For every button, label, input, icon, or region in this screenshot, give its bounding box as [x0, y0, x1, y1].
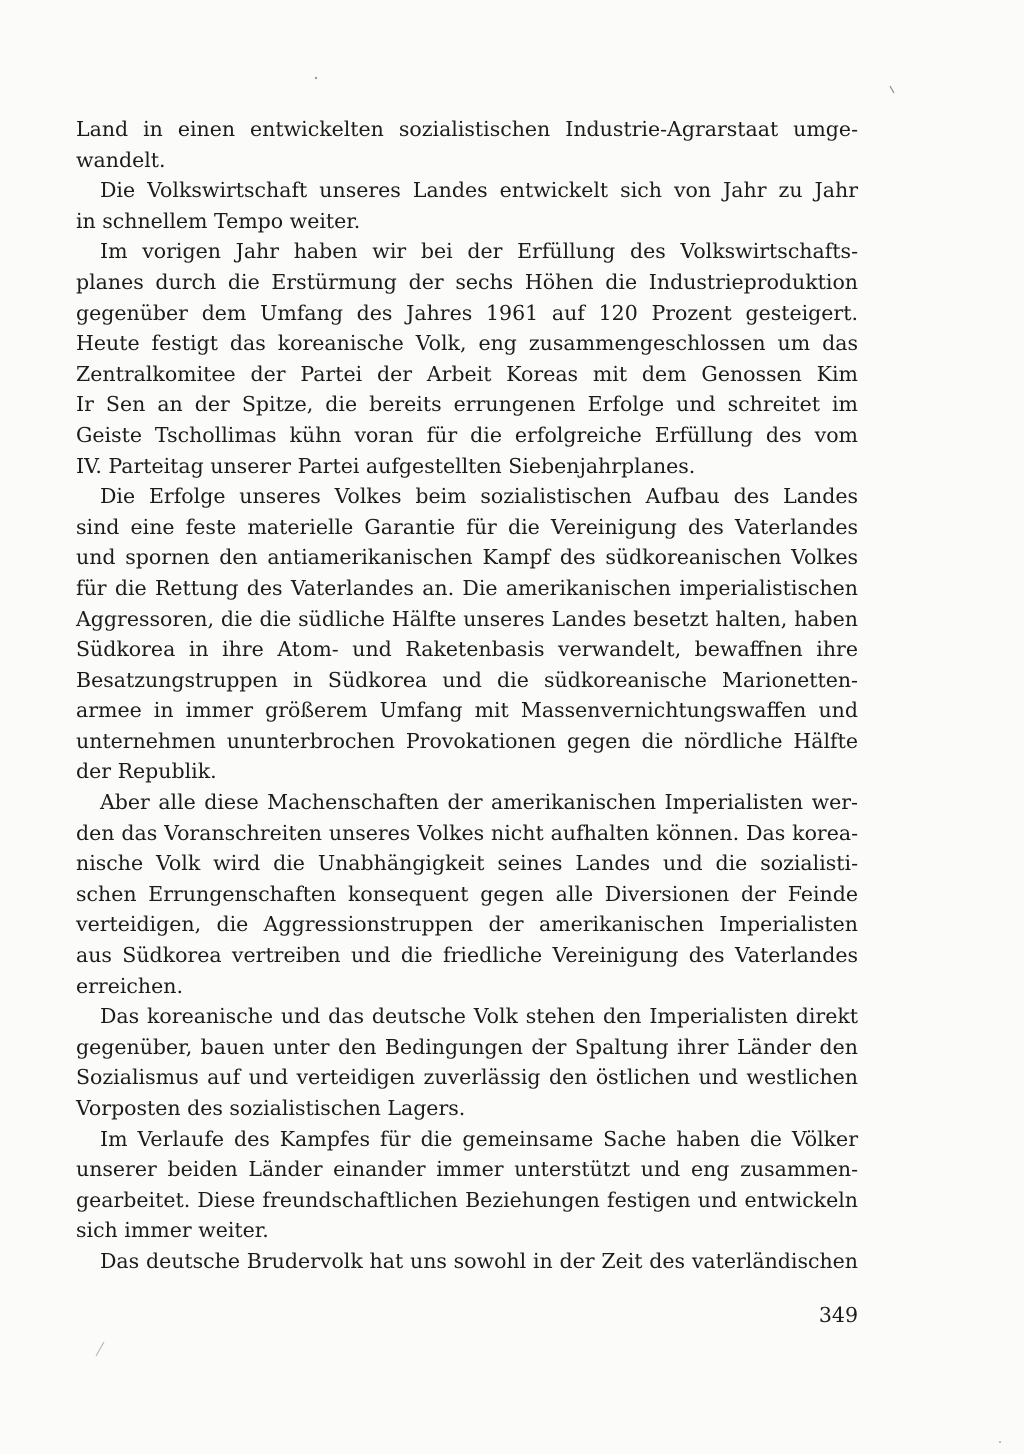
- text-line: gearbeitet. Diese freundschaftlichen Beziehungen festigen und entwickeln: [76, 1187, 858, 1212]
- text-line: Im vorigen Jahr haben wir bei der Erfüllung des Volkswirtschafts-: [100, 239, 858, 264]
- paragraph: [76, 787, 858, 1001]
- text-line: wandelt.: [76, 147, 166, 172]
- paper-scratch: [96, 1342, 104, 1356]
- text-line: Südkorea in ihre Atom- und Raketenbasis verwandelt, bewaffnen ihre: [76, 637, 858, 662]
- text-line: erreichen.: [76, 973, 183, 998]
- text-line: Geiste Tschollimas kühn voran für die erfolgreiche Erfüllung des vom: [76, 422, 858, 447]
- paper-speck: [999, 1441, 1001, 1443]
- text-line: Aber alle diese Machenschaften der amerikanischen Imperialisten wer-: [100, 790, 858, 815]
- text-line: planes durch die Erstürmung der sechs Höhen die Industrieproduktion: [76, 269, 858, 294]
- text-line: der Republik.: [76, 759, 217, 784]
- text-line: sind eine feste materielle Garantie für die Vereinigung des Vaterlandes: [76, 514, 858, 539]
- body-text: [76, 114, 858, 1277]
- paragraph: [76, 236, 858, 481]
- paragraph: [76, 175, 858, 236]
- paragraph: [76, 1124, 858, 1246]
- text-line: Besatzungstruppen in Südkorea und die südkoreanische Marionetten-: [76, 667, 858, 692]
- paragraph: [76, 481, 858, 787]
- text-line: schen Errungenschaften konsequent gegen alle Diversionen der Feinde: [76, 881, 858, 906]
- page-number: 349: [818, 1303, 858, 1327]
- text-line: armee in immer größerem Umfang mit Massenvernichtungswaffen und: [76, 698, 858, 723]
- text-line: Die Erfolge unseres Volkes beim sozialistischen Aufbau des Landes: [100, 484, 858, 509]
- text-line: unserer beiden Länder einander immer unterstützt und eng zusammen-: [76, 1157, 858, 1182]
- text-line: Heute festigt das koreanische Volk, eng zusammengeschlossen um das: [76, 331, 858, 356]
- text-line: Aggressoren, die die südliche Hälfte unseres Landes besetzt halten, haben: [76, 606, 858, 631]
- text-line: verteidigen, die Aggressionstruppen der amerikanischen Imperialisten: [76, 912, 858, 937]
- paragraph: [76, 114, 858, 175]
- text-line: Das deutsche Brudervolk hat uns sowohl in der Zeit des vaterländischen: [100, 1248, 858, 1273]
- text-line: für die Rettung des Vaterlandes an. Die amerikanischen imperialistischen: [76, 575, 858, 600]
- paper-speck: [315, 77, 317, 79]
- text-line: den das Voranschreiten unseres Volkes nicht aufhalten können. Das korea-: [76, 820, 858, 845]
- text-line: Die Volkswirtschaft unseres Landes entwickelt sich von Jahr zu Jahr: [100, 178, 858, 203]
- text-line: nische Volk wird die Unabhängigkeit seines Landes und die sozialisti-: [76, 851, 858, 876]
- paragraph: [76, 1001, 858, 1123]
- text-line: und spornen den antiamerikanischen Kampf des südkoreanischen Volkes: [76, 545, 858, 570]
- text-line: gegenüber, bauen unter den Bedingungen der Spaltung ihrer Länder den: [76, 1034, 858, 1059]
- text-line: gegenüber dem Umfang des Jahres 1961 auf 120 Prozent gesteigert.: [76, 300, 858, 325]
- text-line: aus Südkorea vertreiben und die friedliche Vereinigung des Vaterlandes: [76, 943, 858, 968]
- paragraph: [76, 1246, 858, 1277]
- text-line: Im Verlaufe des Kampfes für die gemeinsame Sache haben die Völker: [100, 1126, 858, 1151]
- text-line: Land in einen entwickelten sozialistischen Industrie-Agrarstaat umge-: [76, 117, 858, 141]
- text-line: Ir Sen an der Spitze, die bereits errungenen Erfolge und schreitet im: [76, 392, 858, 417]
- text-line: Zentralkomitee der Partei der Arbeit Koreas mit dem Genossen Kim: [76, 361, 858, 386]
- text-line: Vorposten des sozialistischen Lagers.: [76, 1096, 466, 1120]
- paper-scratch: [890, 86, 894, 93]
- text-line: in schnellem Tempo weiter.: [76, 208, 361, 233]
- text-line: unternehmen ununterbrochen Provokationen gegen die nördliche Hälfte: [76, 728, 858, 753]
- text-line: IV. Parteitag unserer Partei aufgestellten Siebenjahrplanes.: [76, 453, 696, 478]
- text-line: Sozialismus auf und verteidigen zuverlässig den östlichen und westlichen: [76, 1065, 858, 1090]
- text-line: Das koreanische und das deutsche Volk stehen den Imperialisten direkt: [100, 1004, 858, 1029]
- text-line: sich immer weiter.: [76, 1218, 269, 1243]
